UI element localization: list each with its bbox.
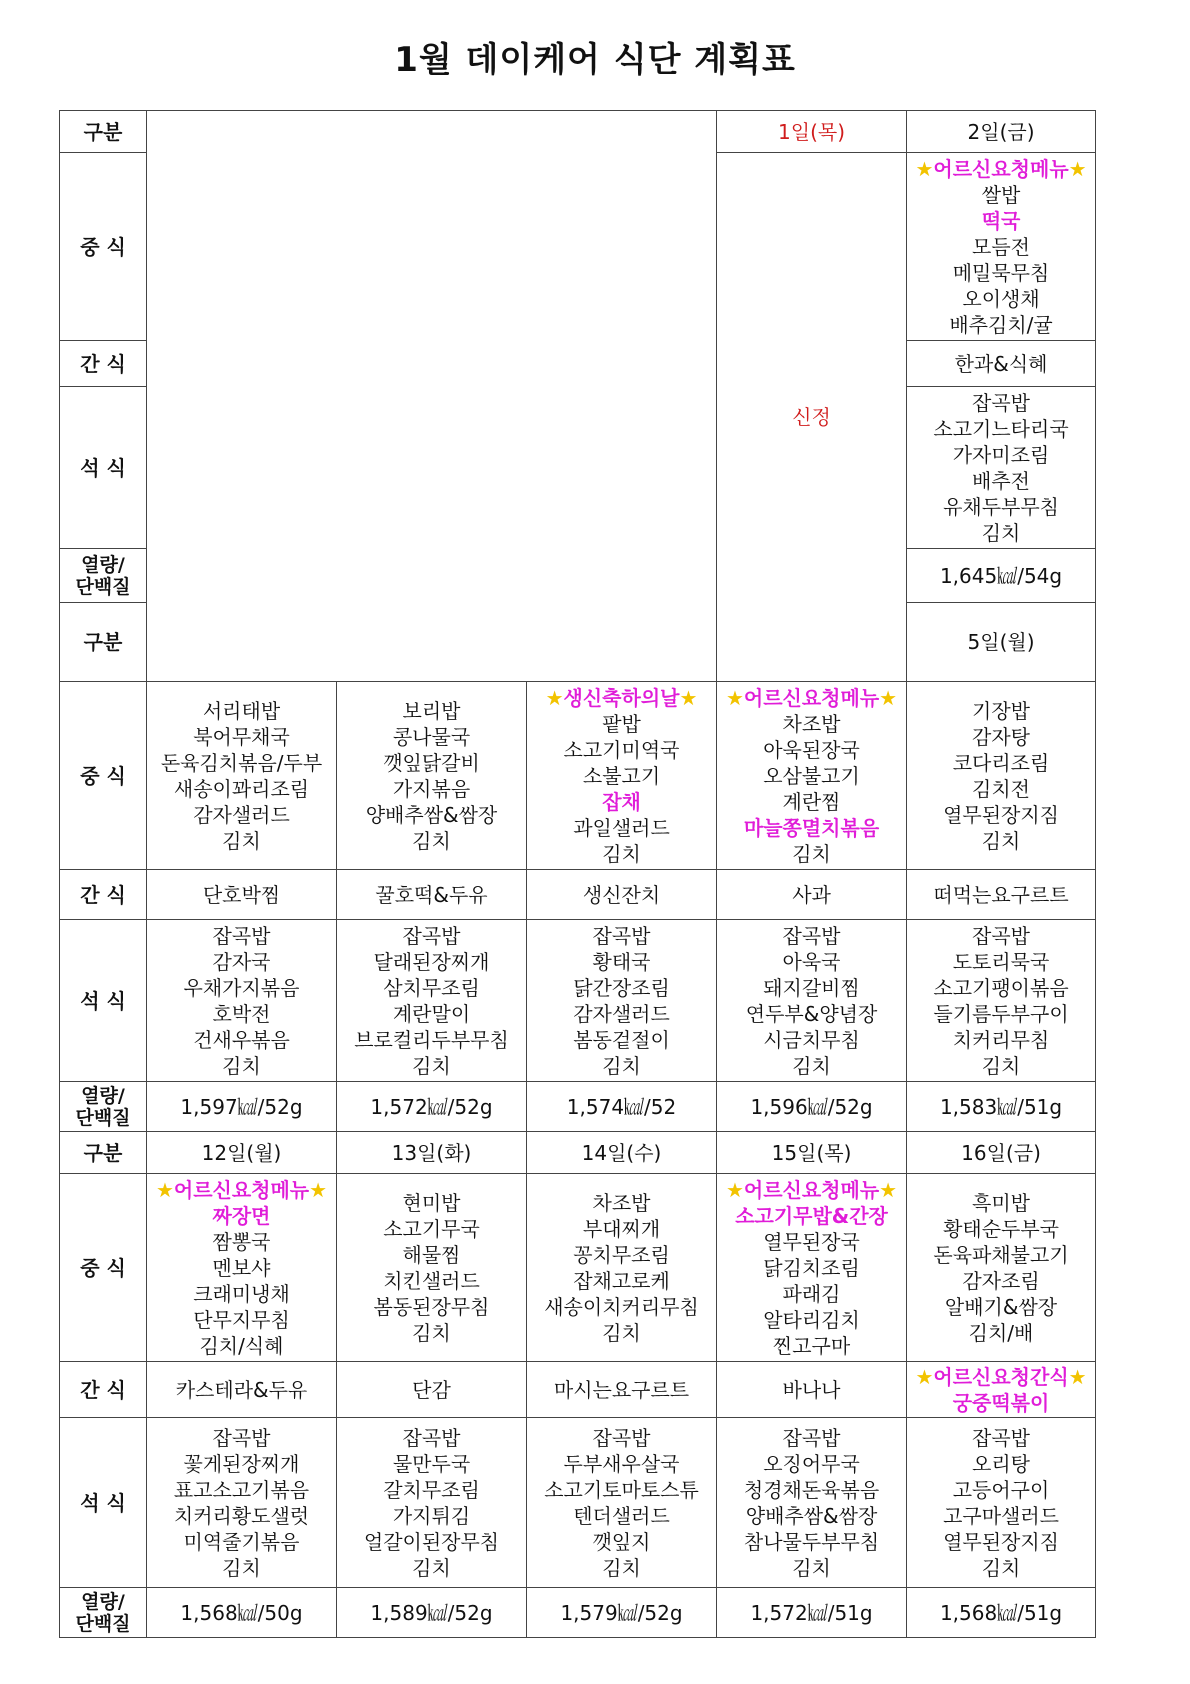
menu-item: 새송이꽈리조림 [173,776,310,801]
menu-item: 열무된장지짐 [943,802,1059,827]
menu-cell [717,920,907,1082]
menu-item: 찐고구마 [772,1333,851,1358]
menu-item: 오리탕 [972,1451,1031,1476]
menu-item: 단무지무침 [193,1307,290,1332]
menu-item: 카스테라&두유 [175,1377,308,1402]
menu-item-text: 생신축하의날 [563,685,680,710]
menu-cell [907,1362,1096,1418]
menu-cell [147,1174,337,1362]
menu-item: 유채두부무침 [943,494,1059,519]
menu-item: 김치 [222,828,261,853]
menu-item: 치커리황도샐럿 [173,1503,310,1528]
menu-item: 김치 [222,1053,261,1078]
menu-item: 잡곡밥 [782,923,841,948]
menu-item: 소고기미역국 [563,737,680,762]
star-icon: ★ [879,685,898,710]
menu-item-text: 어르신요청메뉴 [743,1177,880,1202]
menu-item: 소고기토마토스튜 [544,1477,699,1502]
star-icon: ★ [725,1177,744,1202]
row-label-calorie [60,1082,147,1132]
calorie-label-line: 열량/ [81,1590,125,1613]
menu-cell [717,870,907,920]
menu-item: 갈치무조림 [383,1477,480,1502]
menu-cell [527,1174,717,1362]
menu-cell [147,682,337,870]
menu-item: 잡곡밥 [212,1425,271,1450]
day-header: 14일(수) [527,1132,717,1174]
menu-item: 콩나물국 [392,724,471,749]
menu-item: 잡채고로케 [573,1268,670,1293]
menu-cell [337,1174,527,1362]
empty-week1-cell [147,111,717,682]
menu-item: 감자샐러드 [193,802,290,827]
calorie-cell: 1,572㎉/52g [337,1082,527,1132]
menu-item: 텐더샐러드 [573,1503,670,1528]
menu-item: 달래된장찌개 [373,949,490,974]
row-label-dinner: 석 식 [60,920,147,1082]
menu-item: 참나물두부무침 [743,1529,880,1554]
menu-cell [717,1418,907,1588]
star-icon: ★ [545,685,564,710]
menu-item: 잡곡밥 [402,1425,461,1450]
calorie-cell: 1,596㎉/52g [717,1082,907,1132]
menu-cell [907,870,1096,920]
calorie-cell: 1,568㎉/51g [907,1588,1096,1638]
page-title: 1월 데이케어 식단 계획표 [394,40,796,80]
menu-item: 꿀호떡&두유 [375,882,488,907]
menu-item: 소고기느타리국 [933,416,1069,441]
menu-item: 잡곡밥 [402,923,461,948]
menu-item: 잡곡밥 [972,390,1031,415]
menu-item: 오삼불고기 [763,763,860,788]
menu-item: 한과&식혜 [954,351,1048,376]
menu-item: 열무된장지짐 [943,1529,1059,1554]
menu-item: 잡곡밥 [212,923,271,948]
row-label-division: 구분 [60,603,147,682]
menu-item-text: 어르신요청메뉴 [173,1177,310,1202]
menu-item: 열무된장국 [763,1229,860,1254]
menu-item: 김치 [602,1320,641,1345]
menu-item: 바나나 [782,1377,841,1402]
meal-plan-table [59,110,1096,1638]
menu-item: 깻잎지 [592,1529,651,1554]
calorie-label-line: 열량/ [81,1084,125,1107]
calorie-cell: 1,572㎉/51g [717,1588,907,1638]
menu-item: 알타리김치 [763,1307,860,1332]
menu-cell [337,920,527,1082]
menu-item-text: 어르신요청메뉴 [933,156,1069,181]
row-label-snack: 간 식 [60,870,147,920]
star-icon: ★ [1068,1364,1087,1389]
menu-item: 김치 [792,841,831,866]
menu-item: 깻잎닭갈비 [383,750,480,775]
menu-item: 떠먹는요구르트 [933,882,1069,907]
menu-item: 감자국 [212,949,271,974]
calorie-cell: 1,579㎉/52g [527,1588,717,1638]
menu-cell [527,682,717,870]
row-label-snack: 간 식 [60,1362,147,1418]
menu-item: 김치 [412,1053,451,1078]
star-icon: ★ [915,1364,934,1389]
menu-item: 돈육파채불고기 [933,1242,1069,1267]
menu-item: 짜장면 [212,1203,271,1228]
menu-item: 소불고기 [582,763,661,788]
menu-item: 돼지갈비찜 [763,975,860,1000]
menu-item: 사과 [792,882,831,907]
menu-item: 파래김 [782,1281,841,1306]
menu-item: 단감 [412,1377,451,1402]
menu-item: 새송이치커리무침 [544,1294,699,1319]
menu-item: 김치/배 [968,1320,1034,1345]
star-icon: ★ [879,1177,898,1202]
menu-item: 황태국 [592,949,651,974]
menu-item: 가지볶음 [392,776,471,801]
day-header: 12일(월) [147,1132,337,1174]
menu-item: 마시는요구르트 [553,1377,690,1402]
calorie-cell: 1,597㎉/52g [147,1082,337,1132]
holiday-cell: 신정 [717,153,907,682]
menu-cell [907,1174,1096,1362]
menu-item: 김치 [222,1555,261,1580]
calorie-label-line: 단백질 [75,575,131,598]
row-label-lunch: 중 식 [60,682,147,870]
row-label-calorie [60,549,147,603]
menu-cell [907,1418,1096,1588]
menu-item: 잡곡밥 [972,923,1031,948]
menu-item: 김치전 [972,776,1031,801]
menu-cell [337,870,527,920]
menu-item: 모듬전 [972,234,1031,259]
calorie-cell: 1,574㎉/52 [527,1082,717,1132]
menu-item: 김치 [602,1053,641,1078]
menu-item: 연두부&양념장 [745,1001,878,1026]
menu-item: 북어무채국 [193,724,290,749]
star-icon: ★ [155,1177,174,1202]
menu-item: 팥밥 [602,711,641,736]
row-label-calorie [60,1588,147,1638]
menu-item: 감자샐러드 [573,1001,670,1026]
menu-item: 돈육김치볶음/두부 [160,750,323,775]
week3-header-row [60,1132,1096,1174]
menu-item: 알배기&쌈장 [944,1294,1058,1319]
menu-cell [907,920,1096,1082]
menu-item: 미역줄기볶음 [183,1529,300,1554]
row-label-snack: 간 식 [60,341,147,387]
menu-item: 잡채 [602,789,641,814]
menu-item: 건새우볶음 [193,1027,290,1052]
menu-item: 닭김치조림 [763,1255,860,1280]
calorie-label-line: 열량/ [81,553,125,576]
menu-item: 가지튀김 [392,1503,471,1528]
menu-cell [907,153,1096,341]
menu-item: 김치 [602,841,641,866]
menu-item: 코다리조림 [952,750,1050,775]
menu-item: 꽃게된장찌개 [183,1451,300,1476]
menu-cell [717,1362,907,1418]
row-label-dinner: 석 식 [60,1418,147,1588]
menu-item: 아욱국 [782,949,841,974]
menu-cell [527,920,717,1082]
menu-item [529,685,714,711]
menu-cell [527,870,717,920]
menu-item: 양배추쌈&쌈장 [745,1503,878,1528]
menu-item: 김치 [412,828,451,853]
star-icon: ★ [309,1177,328,1202]
menu-item: 삼치무조림 [383,975,480,1000]
menu-item: 잡곡밥 [972,1425,1031,1450]
menu-item: 김치/식혜 [199,1333,284,1358]
calorie-cell: 1,568㎉/50g [147,1588,337,1638]
menu-item: 부대찌개 [582,1216,661,1241]
menu-item: 브로컬리두부무침 [354,1027,509,1052]
menu-item: 김치 [981,828,1021,853]
menu-cell [147,1362,337,1418]
calorie-label-line: 단백질 [75,1612,131,1635]
menu-item: 크래미냉채 [193,1281,290,1306]
menu-cell [717,682,907,870]
menu-item: 소고기팽이볶음 [933,975,1069,1000]
menu-item: 김치 [981,520,1021,545]
menu-item: 기장밥 [972,698,1031,723]
calorie-cell: 1,645㎉/54g [907,549,1096,603]
menu-item: 닭간장조림 [573,975,670,1000]
menu-item: 잡곡밥 [782,1425,841,1450]
menu-item: 오이생채 [962,286,1040,311]
menu-item: 치킨샐러드 [383,1268,480,1293]
menu-item-text: 어르신요청간식 [933,1364,1069,1389]
menu-cell [337,1362,527,1418]
menu-item: 물만두국 [392,1451,471,1476]
menu-cell [527,1362,717,1418]
menu-item: 서리태밥 [202,698,281,723]
menu-item: 감자조림 [962,1268,1040,1293]
menu-item: 얼갈이된장무침 [363,1529,500,1554]
menu-item: 멘보샤 [212,1255,271,1280]
star-icon: ★ [679,685,698,710]
menu-cell [337,1418,527,1588]
menu-item: 김치 [981,1555,1021,1580]
menu-cell [527,1418,717,1588]
menu-item: 짬뽕국 [212,1229,271,1254]
menu-item: 황태순두부국 [943,1216,1059,1241]
menu-item: 계란찜 [782,789,841,814]
menu-item: 흑미밥 [972,1190,1031,1215]
menu-item: 소고기무밥&간장 [735,1203,888,1228]
calorie-label-line: 단백질 [75,1106,131,1129]
menu-item [149,1177,334,1203]
menu-item: 들기름두부구이 [933,1001,1069,1026]
row-label-lunch: 중 식 [60,1174,147,1362]
row-label-division: 구분 [60,1132,147,1174]
menu-item: 쌀밥 [981,182,1021,207]
menu-cell [337,682,527,870]
menu-cell [147,920,337,1082]
menu-item: 차조밥 [782,711,841,736]
menu-item [719,1177,904,1203]
menu-item: 메밀묵무침 [952,260,1050,285]
menu-item [909,1364,1093,1390]
menu-item: 떡국 [981,208,1021,233]
menu-cell [147,1418,337,1588]
menu-item: 보리밥 [402,698,461,723]
row-label-dinner: 석 식 [60,387,147,549]
menu-item: 김치 [792,1555,831,1580]
menu-item [719,685,904,711]
menu-item: 청경채돈육볶음 [743,1477,880,1502]
day-header: 15일(목) [717,1132,907,1174]
menu-item: 생신잔치 [582,882,661,907]
menu-item: 배추전 [972,468,1031,493]
menu-item: 꽁치무조림 [573,1242,670,1267]
menu-item: 치커리무침 [952,1027,1050,1052]
menu-item: 차조밥 [592,1190,651,1215]
menu-cell [717,1174,907,1362]
menu-item: 단호박찜 [202,882,281,907]
menu-item: 고구마샐러드 [943,1503,1059,1528]
menu-item: 시금치무침 [763,1027,860,1052]
menu-item: 오징어무국 [763,1451,860,1476]
menu-item: 표고소고기볶음 [173,1477,310,1502]
menu-cell [907,387,1096,549]
menu-item [909,156,1093,182]
menu-item: 계란말이 [392,1001,471,1026]
menu-item: 봄동된장무침 [373,1294,490,1319]
day-header: 2일(금) [907,111,1096,153]
menu-item: 김치 [981,1053,1021,1078]
menu-cell [907,341,1096,387]
menu-item: 감자탕 [972,724,1031,749]
menu-item: 봄동겉절이 [573,1027,670,1052]
row-label-lunch: 중 식 [60,153,147,341]
menu-item: 현미밥 [402,1190,461,1215]
day-header: 5일(월) [907,603,1096,682]
menu-item: 잡곡밥 [592,923,651,948]
menu-item-text: 어르신요청메뉴 [743,685,880,710]
menu-item: 배추김치/귤 [949,312,1053,337]
star-icon: ★ [915,156,934,181]
menu-item: 아욱된장국 [763,737,860,762]
menu-item: 김치 [792,1053,831,1078]
calorie-cell: 1,589㎉/52g [337,1588,527,1638]
menu-item: 양배추쌈&쌈장 [365,802,498,827]
menu-item: 우채가지볶음 [183,975,300,1000]
menu-item: 호박전 [212,1001,271,1026]
star-icon: ★ [725,685,744,710]
menu-item: 김치 [412,1555,451,1580]
menu-item: 고등어구이 [952,1477,1050,1502]
calorie-cell: 1,583㎉/51g [907,1082,1096,1132]
menu-item: 김치 [412,1320,451,1345]
menu-cell [907,682,1096,870]
menu-item: 과일샐러드 [573,815,670,840]
menu-item: 궁중떡볶이 [952,1390,1050,1415]
day-header: 16일(금) [907,1132,1096,1174]
day-header: 1일(목) [717,111,907,153]
menu-item: 두부새우살국 [563,1451,680,1476]
menu-cell [147,870,337,920]
menu-item: 도토리묵국 [952,949,1050,974]
menu-item: 마늘쫑멸치볶음 [743,815,880,840]
row-label-division: 구분 [60,111,147,153]
menu-item: 잡곡밥 [592,1425,651,1450]
menu-item: 소고기무국 [383,1216,480,1241]
menu-item: 해물찜 [402,1242,461,1267]
menu-item: 가자미조림 [952,442,1050,467]
day-header: 13일(화) [337,1132,527,1174]
star-icon: ★ [1068,156,1087,181]
menu-item: 김치 [602,1555,641,1580]
